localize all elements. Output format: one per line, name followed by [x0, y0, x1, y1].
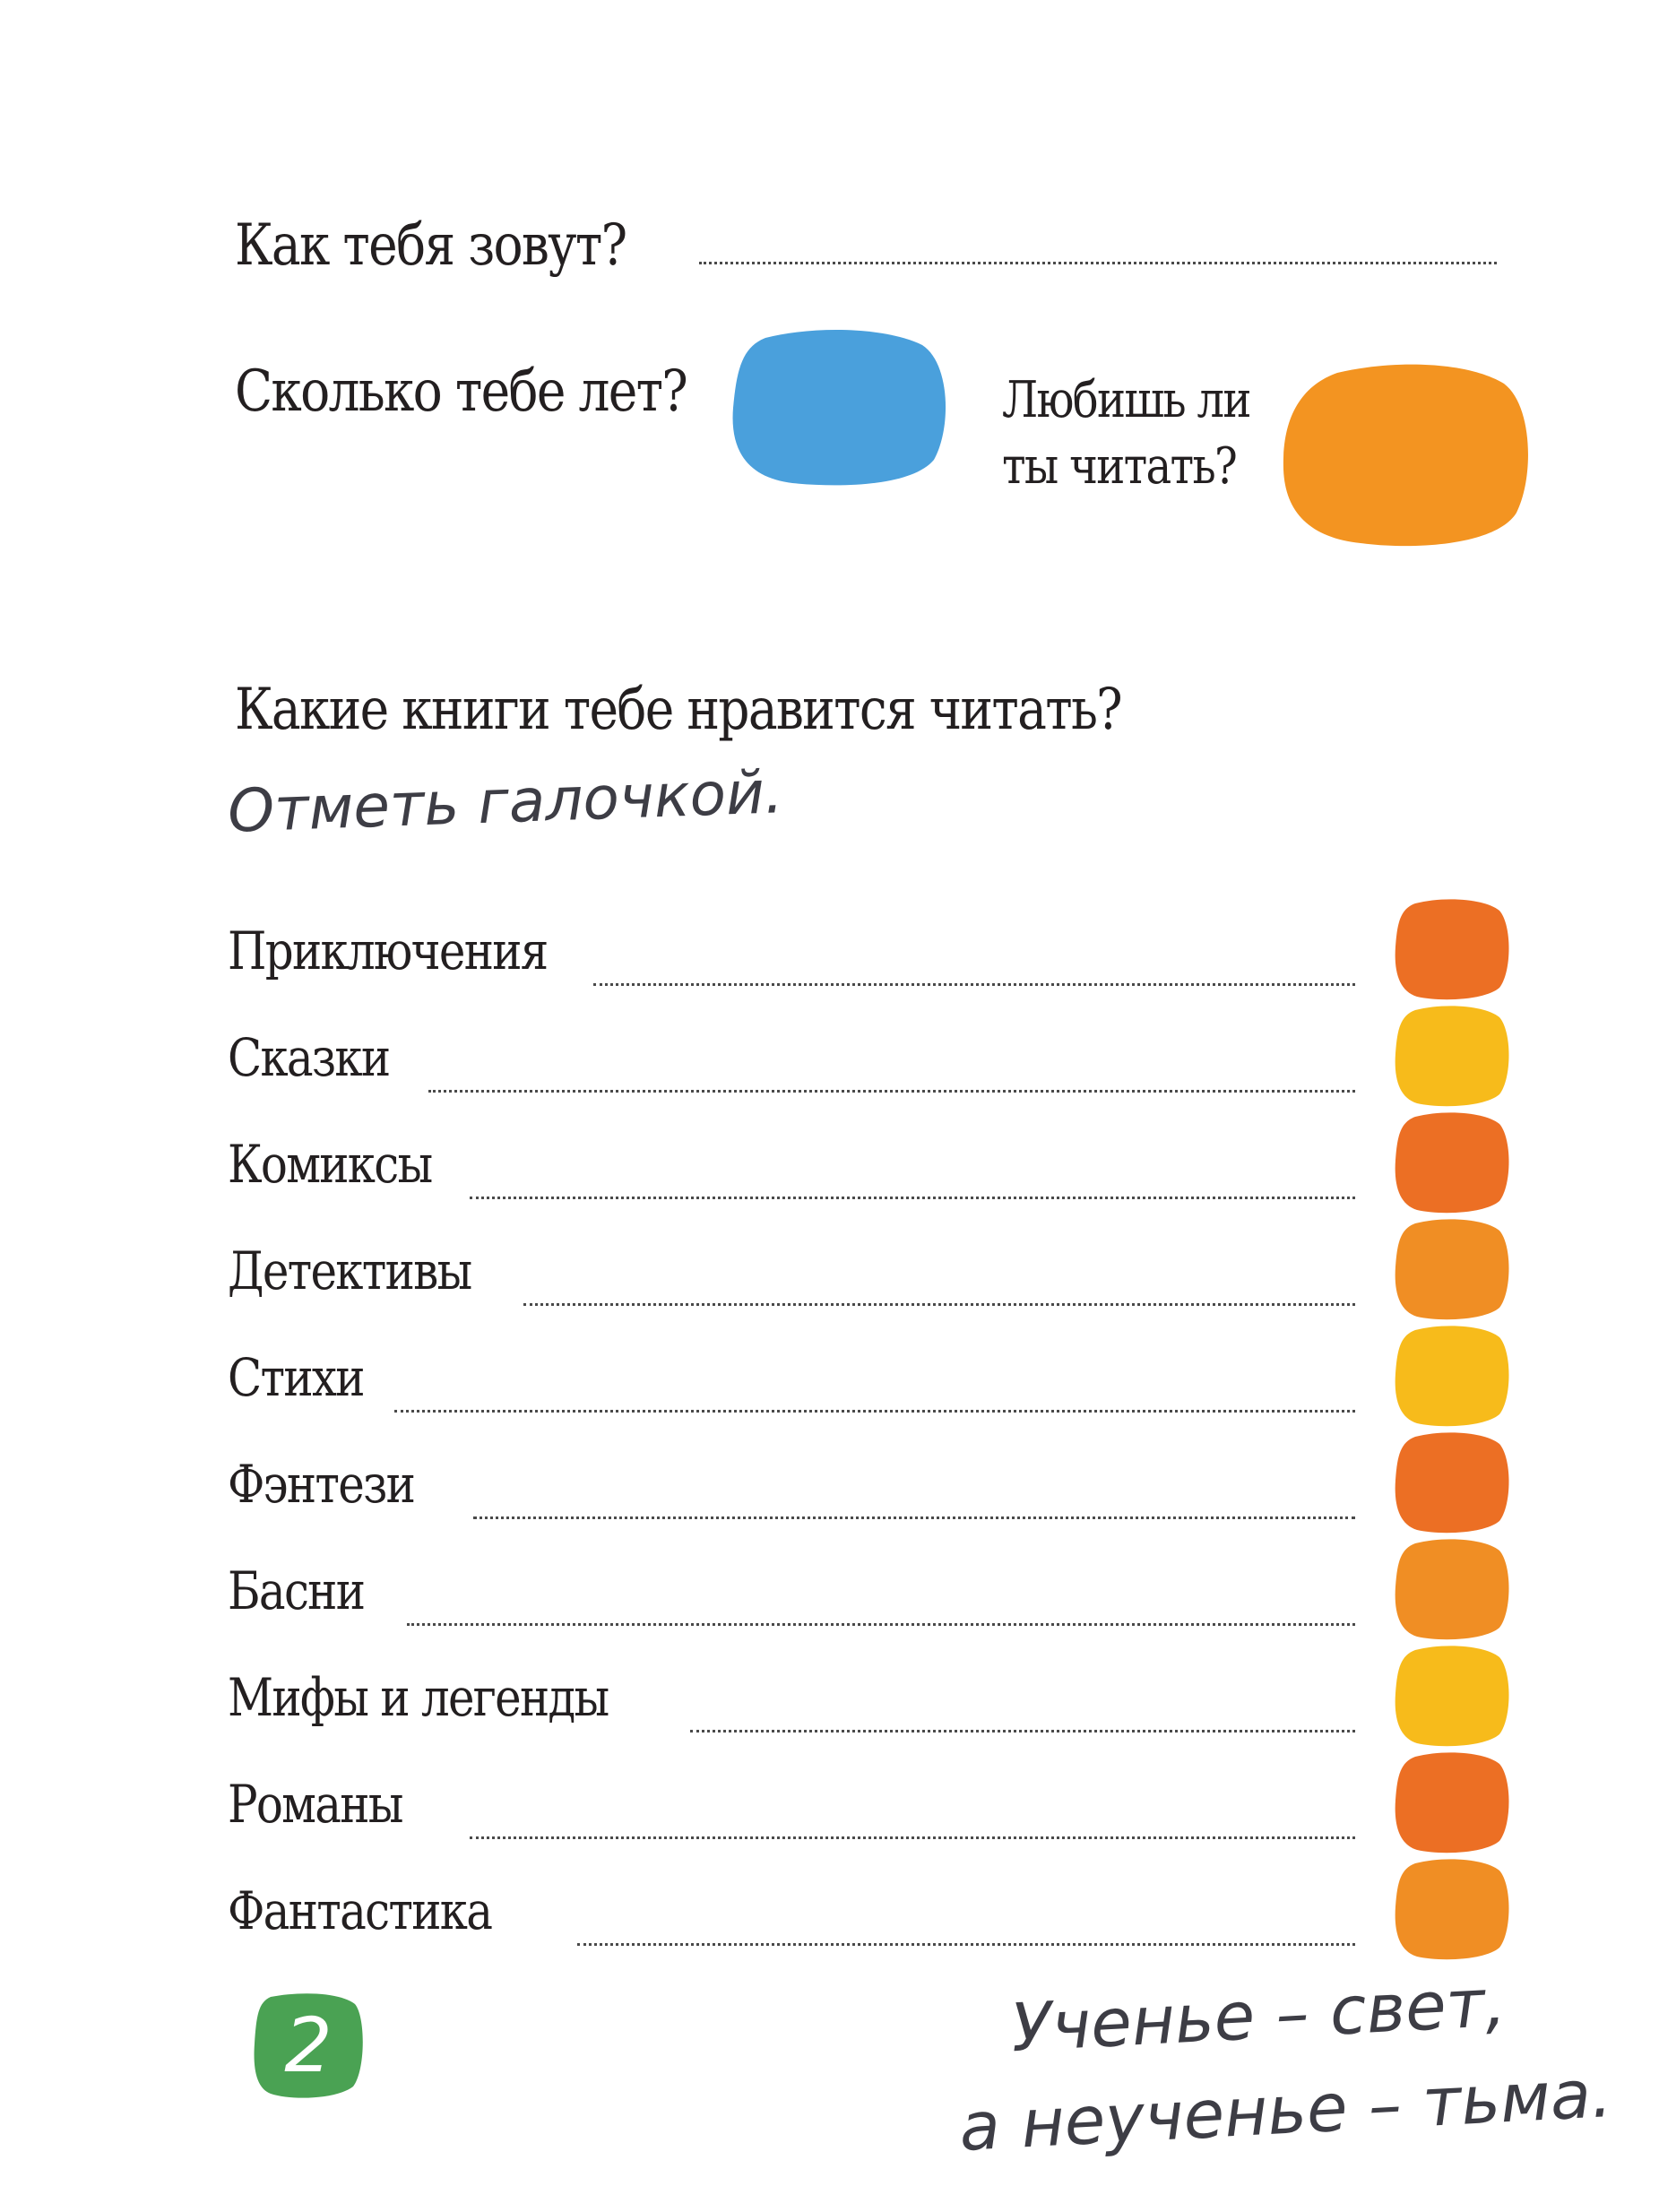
genre-label: Комиксы — [228, 1134, 432, 1195]
age-question: Сколько тебе лет? — [235, 359, 687, 425]
proverb-line-1: Ученье – свет, — [1009, 1964, 1508, 2068]
love-reading-line-2: ты читать? — [1002, 437, 1237, 496]
age-blob-shape — [733, 330, 946, 485]
genre-answer-line[interactable] — [577, 1943, 1355, 1946]
name-question: Как тебя зовут? — [235, 212, 626, 279]
genre-checkbox-blob[interactable] — [1394, 1750, 1510, 1853]
genre-label: Романы — [228, 1774, 402, 1835]
genre-label: Фантастика — [228, 1880, 492, 1941]
genre-blob-shape — [1395, 1326, 1509, 1426]
page-number-badge — [253, 1992, 364, 2099]
genre-answer-line[interactable] — [473, 1516, 1355, 1519]
genre-label: Фэнтези — [228, 1454, 415, 1515]
genre-checkbox-blob[interactable] — [1394, 1216, 1510, 1320]
genre-checkbox-blob[interactable] — [1394, 1003, 1510, 1107]
genre-checkbox-blob[interactable] — [1394, 1856, 1510, 1960]
genre-checkbox-blob[interactable] — [1394, 1643, 1510, 1747]
genre-blob-shape — [1395, 1859, 1509, 1959]
love-blob-shape — [1283, 365, 1528, 546]
genre-answer-line[interactable] — [470, 1836, 1355, 1839]
love-reading-line-1: Любишь ли — [1002, 371, 1250, 429]
genre-answer-line[interactable] — [407, 1623, 1355, 1626]
page-number: 2 — [284, 2001, 333, 2089]
genre-answer-line[interactable] — [428, 1090, 1355, 1093]
genre-answer-line[interactable] — [470, 1197, 1355, 1199]
genre-blob-shape — [1395, 1752, 1509, 1853]
age-answer-blob[interactable] — [730, 327, 950, 488]
genre-label: Стихи — [228, 1347, 364, 1408]
books-question: Какие книги тебе нравится читать? — [235, 677, 1121, 743]
love-reading-answer-blob[interactable] — [1282, 362, 1531, 549]
genre-label: Мифы и легенды — [228, 1667, 609, 1728]
genre-answer-line[interactable] — [394, 1410, 1355, 1413]
genre-blob-shape — [1395, 899, 1509, 999]
genre-answer-line[interactable] — [523, 1303, 1355, 1306]
genre-checkbox-blob[interactable] — [1394, 1110, 1510, 1214]
genre-blob-shape — [1395, 1112, 1509, 1213]
name-answer-line[interactable] — [699, 262, 1497, 264]
genre-checkbox-blob[interactable] — [1394, 1323, 1510, 1427]
genre-blob-shape — [1395, 1646, 1509, 1746]
genre-label: Басни — [228, 1560, 365, 1621]
proverb-line-2: а неученье – тьма. — [957, 2054, 1614, 2167]
genre-label: Детективы — [228, 1240, 471, 1301]
genre-checkbox-blob[interactable] — [1394, 1536, 1510, 1640]
genre-blob-shape — [1395, 1432, 1509, 1533]
genre-label: Сказки — [228, 1027, 390, 1088]
instruction-handwritten: Отметь галочкой. — [226, 757, 785, 846]
genre-checkbox-blob[interactable] — [1394, 1430, 1510, 1534]
love-reading-question — [1002, 367, 1250, 500]
genre-blob-shape — [1395, 1539, 1509, 1639]
genre-blob-shape — [1395, 1219, 1509, 1319]
genre-answer-line[interactable] — [690, 1730, 1355, 1732]
genre-blob-shape — [1395, 1006, 1509, 1106]
genre-label: Приключения — [228, 920, 548, 981]
genre-checkbox-blob[interactable] — [1394, 896, 1510, 1000]
genre-answer-line[interactable] — [593, 983, 1355, 986]
